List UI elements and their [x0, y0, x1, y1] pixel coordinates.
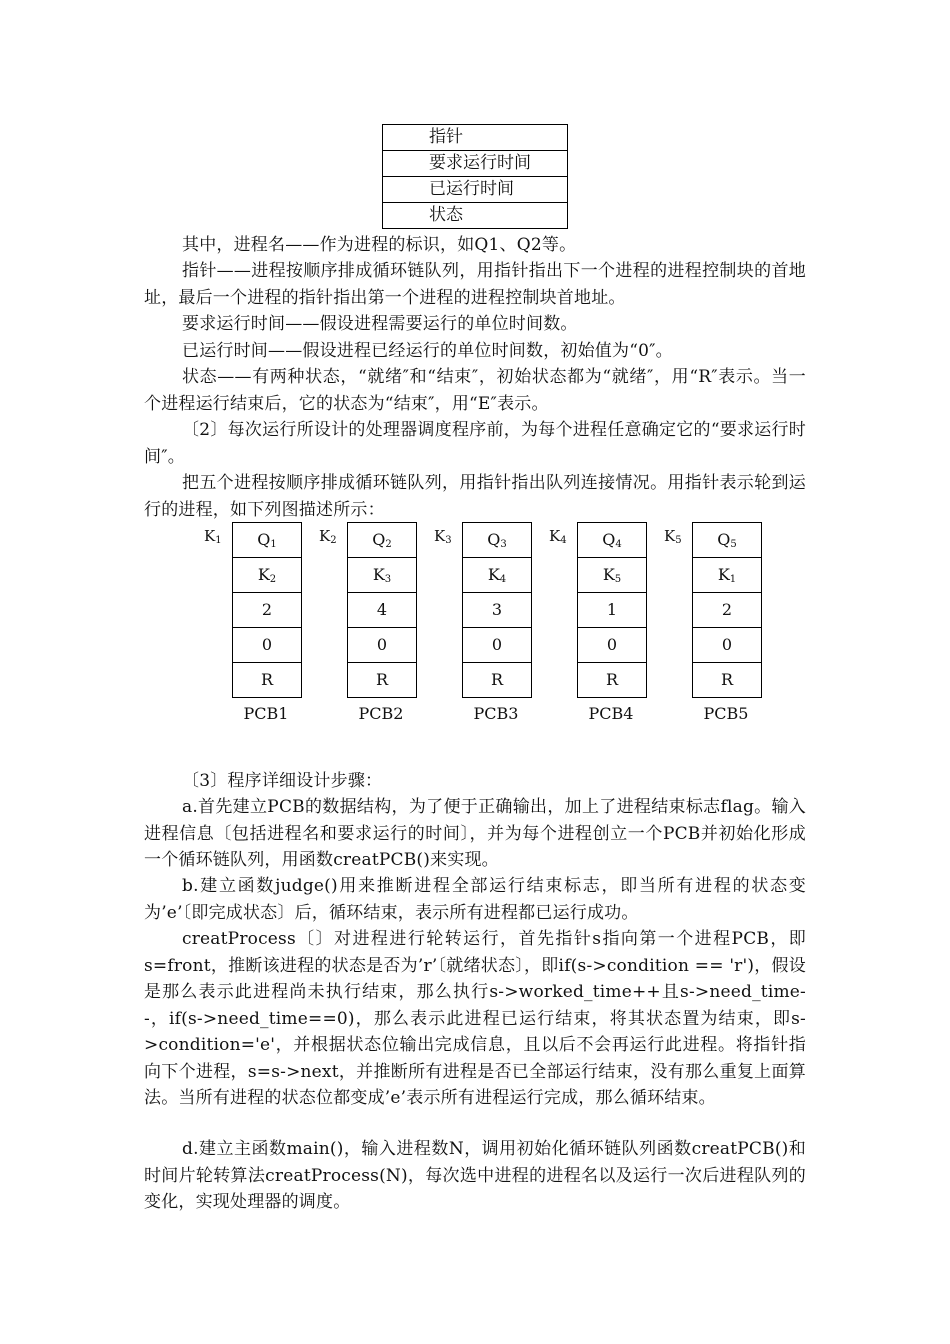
field-state: 状态 — [383, 203, 568, 229]
pcb-next-cell: $K_5$ — [578, 558, 646, 593]
pcb-name-cell: $Q_5$ — [693, 523, 761, 558]
table-row — [383, 125, 568, 151]
pcb-block — [347, 522, 417, 698]
pcb-block — [462, 522, 532, 698]
pcb-worked-time-cell: 0 — [693, 628, 761, 663]
pcb-field-table — [382, 124, 568, 229]
paragraph-pointer: 指针——进程按顺序排成循环链队列，用指针指出下一个进程的进程控制块的首地址，最后一个进程的指针指出第一个进程的进程控制块首地址。 — [144, 261, 806, 308]
paragraph-worked-time: 已运行时间——假设进程已经运行的单位时间数，初始值为“0″。 — [182, 341, 673, 361]
pointer-label: $K_3$ — [434, 527, 452, 546]
field-need-time: 要求运行时间 — [383, 151, 568, 177]
pcb-worked-time-cell: 0 — [348, 628, 416, 663]
pcb-label: PCB4 — [588, 704, 634, 723]
pcb-state-cell: R — [348, 663, 416, 698]
pcb-worked-time-cell: 0 — [463, 628, 531, 663]
pcb-label: PCB1 — [243, 704, 289, 723]
pcb-next-cell: $K_4$ — [463, 558, 531, 593]
pcb-label: PCB2 — [358, 704, 404, 723]
pcb-label: PCB3 — [473, 704, 519, 723]
pointer-label: $K_5$ — [664, 527, 682, 546]
pcb-worked-time-cell: 0 — [233, 628, 301, 663]
pcb-next-cell: $K_2$ — [233, 558, 301, 593]
pcb-next-cell: $K_1$ — [693, 558, 761, 593]
pcb-name-cell: $Q_1$ — [233, 523, 301, 558]
paragraph-step-c: creatProcess〔〕对进程进行轮转运行，首先指针s指向第一个进程PCB，即s=front，推断该进程的状态是否为’r’〔就绪状态〕，即if(s->condition == 'r')，假设是那么表示此进程尚未执行结束，那么执行s->worked_time++且s->need_time--，if(s->need_time==0)，那么表示此进程已运行结束，将其状态置为结束，即s->condition='e'，并根据状态位输出完成信息，且以后不会再运行此进程。将指针指向下个进程，s=s->next，并推断所有进程是否已全部运行结束，没有那么重复上面算法。当所有进程的状态位都变成’e’表示所有进程运行完成，那么循环结束。 — [144, 929, 806, 1108]
pcb-need-time-cell: 1 — [578, 593, 646, 628]
pointer-label: $K_2$ — [319, 527, 337, 546]
pcb-name-cell: $Q_3$ — [463, 523, 531, 558]
paragraph-need-time: 要求运行时间——假设进程需要运行的单位时间数。 — [182, 314, 578, 334]
table-row — [383, 177, 568, 203]
pcb-state-cell: R — [578, 663, 646, 698]
pcb-worked-time-cell: 0 — [578, 628, 646, 663]
pcb-block — [577, 522, 647, 698]
paragraph-process-name: 其中，进程名——作为进程的标识，如Q1、Q2等。 — [182, 235, 577, 255]
pcb-need-time-cell: 2 — [693, 593, 761, 628]
pcb-need-time-cell: 2 — [233, 593, 301, 628]
pcb-state-cell: R — [233, 663, 301, 698]
field-worked-time: 已运行时间 — [383, 177, 568, 203]
paragraph-step-a: a.首先建立PCB的数据结构，为了便于正确输出，加上了进程结束标志flag。输入进程信息〔包括进程名和要求运行的时间〕，并为每个进程创立一个PCB并初始化形成一个循环链队列，用函数creatPCB()来实现。 — [144, 797, 806, 870]
paragraph-step-3: 〔3〕程序详细设计步骤： — [182, 771, 383, 791]
pcb-state-cell: R — [463, 663, 531, 698]
pcb-next-cell: $K_3$ — [348, 558, 416, 593]
paragraph-step-2: 〔2〕每次运行所设计的处理器调度程序前，为每个进程任意确定它的“要求运行时间″。 — [144, 420, 806, 467]
pcb-block — [232, 522, 302, 698]
pcb-label: PCB5 — [703, 704, 749, 723]
pointer-label: $K_1$ — [204, 527, 222, 546]
pcb-block — [692, 522, 762, 698]
field-pointer: 指针 — [383, 125, 568, 151]
paragraph-step-d: d.建立主函数main()，输入进程数N，调用初始化循环链队列函数creatPCB()和时间片轮转算法creatProcess(N)，每次选中进程的进程名以及运行一次后进程队列的变化，实现处理器的调度。 — [144, 1139, 806, 1212]
pointer-label: $K_4$ — [549, 527, 567, 546]
paragraph-state: 状态——有两种状态，“就绪″和“结束″，初始状态都为“就绪″，用“R″表示。当一个进程运行结束后，它的状态为“结束″，用“E″表示。 — [144, 367, 806, 414]
table-row — [383, 151, 568, 177]
pcb-need-time-cell: 4 — [348, 593, 416, 628]
pcb-state-cell: R — [693, 663, 761, 698]
paragraph-step-b: b.建立函数judge()用来推断进程全部运行结束标志，即当所有进程的状态变为’e’〔即完成状态〕后，循环结束，表示所有进程都已运行成功。 — [144, 876, 806, 923]
pcb-name-cell: $Q_4$ — [578, 523, 646, 558]
pcb-queue-diagram — [0, 520, 950, 730]
pcb-need-time-cell: 3 — [463, 593, 531, 628]
paragraph-queue: 把五个进程按顺序排成循环链队列，用指针指出队列连接情况。用指针表示轮到运行的进程，如下列图描述所示： — [144, 473, 806, 520]
table-row — [383, 203, 568, 229]
pcb-name-cell: $Q_2$ — [348, 523, 416, 558]
